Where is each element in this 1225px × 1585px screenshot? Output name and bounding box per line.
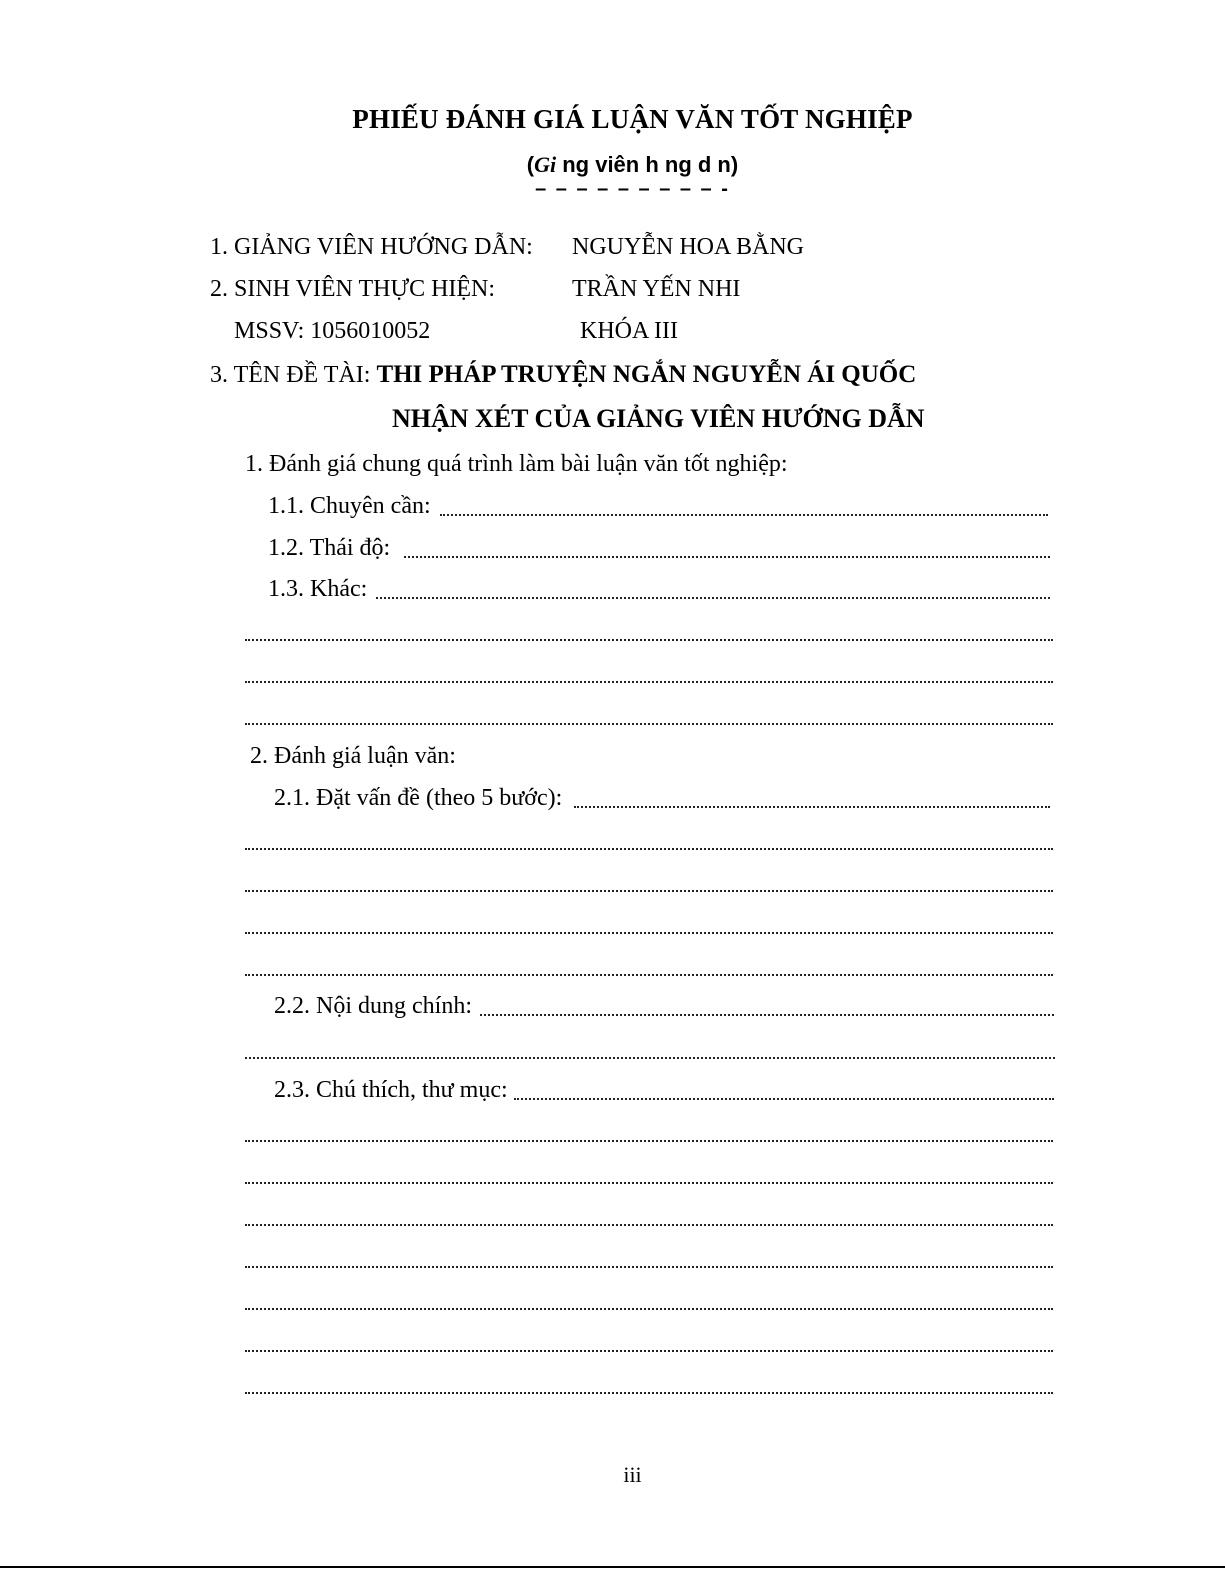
field-chuyen-can-label: 1.1. Chuyên cần:	[268, 493, 435, 519]
fill-line	[376, 597, 1050, 599]
blank-line[interactable]	[245, 846, 1053, 850]
page-bottom-edge	[0, 1566, 1225, 1568]
fill-line	[404, 556, 1050, 558]
field-dat-van-de[interactable]	[274, 785, 1050, 815]
field-chuyen-can[interactable]	[268, 493, 1048, 523]
blank-line[interactable]	[245, 1222, 1053, 1226]
part1-heading: 1. Đánh giá chung quá trình làm bài luận văn tốt nghiệp:	[245, 451, 788, 477]
blank-line[interactable]	[245, 1390, 1053, 1394]
blank-line[interactable]	[245, 1348, 1053, 1352]
advisor-label: 1. GIẢNG VIÊN HƯỚNG DẪN:	[210, 234, 533, 260]
field-chu-thich[interactable]	[274, 1077, 1054, 1107]
blank-line[interactable]	[245, 1306, 1053, 1310]
field-khac[interactable]	[268, 576, 1050, 606]
section-heading: NHẬN XÉT CỦA GIẢNG VIÊN HƯỚNG DẪN	[392, 404, 925, 433]
fill-line	[574, 806, 1050, 808]
blank-line[interactable]	[245, 679, 1053, 683]
subtitle-italic: Gi	[534, 152, 557, 177]
field-dat-van-de-label: 2.1. Đặt vấn đề (theo 5 bước):	[274, 785, 566, 811]
topic-value: THI PHÁP TRUYỆN NGẮN NGUYỄN ÁI QUỐC	[376, 361, 917, 388]
blank-line[interactable]	[245, 721, 1053, 725]
course-value: KHÓA III	[580, 318, 678, 344]
part2-heading: 2. Đánh giá luận văn:	[250, 743, 456, 769]
field-khac-label: 1.3. Khác:	[268, 576, 371, 602]
field-chu-thich-label: 2.3. Chú thích, thư mục:	[274, 1077, 512, 1103]
fill-line	[480, 1014, 1054, 1016]
blank-line[interactable]	[245, 972, 1053, 976]
student-value: TRẦN YẾN NHI	[572, 276, 741, 302]
field-thai-do-label: 1.2. Thái độ:	[268, 535, 394, 561]
blank-line[interactable]	[245, 930, 1053, 934]
subtitle-underline: – – – – – – – – – -	[535, 178, 730, 200]
advisor-value: NGUYỄN HOA BẰNG	[572, 234, 804, 260]
blank-line[interactable]	[245, 1180, 1053, 1184]
blank-line[interactable]	[245, 888, 1053, 892]
form-subtitle: (Gi ng viên h ng d n)	[526, 152, 739, 177]
blank-line[interactable]	[245, 1138, 1053, 1142]
page-number: iii	[623, 1462, 642, 1487]
field-noi-dung[interactable]	[274, 993, 1054, 1023]
field-noi-dung-label: 2.2. Nội dung chính:	[274, 993, 476, 1019]
blank-line[interactable]	[245, 637, 1053, 641]
field-thai-do[interactable]	[268, 535, 1050, 565]
fill-line	[514, 1098, 1054, 1100]
fill-line	[440, 514, 1048, 516]
topic-line	[210, 361, 916, 389]
student-label: 2. SINH VIÊN THỰC HIỆN:	[210, 276, 496, 302]
mssv-label: MSSV: 1056010052	[234, 318, 431, 344]
form-title: PHIẾU ĐÁNH GIÁ LUẬN VĂN TỐT NGHIỆP	[352, 104, 913, 134]
topic-label: 3. TÊN ĐỀ TÀI:	[210, 362, 377, 388]
blank-line[interactable]	[245, 1055, 1055, 1059]
blank-line[interactable]	[245, 1264, 1053, 1268]
